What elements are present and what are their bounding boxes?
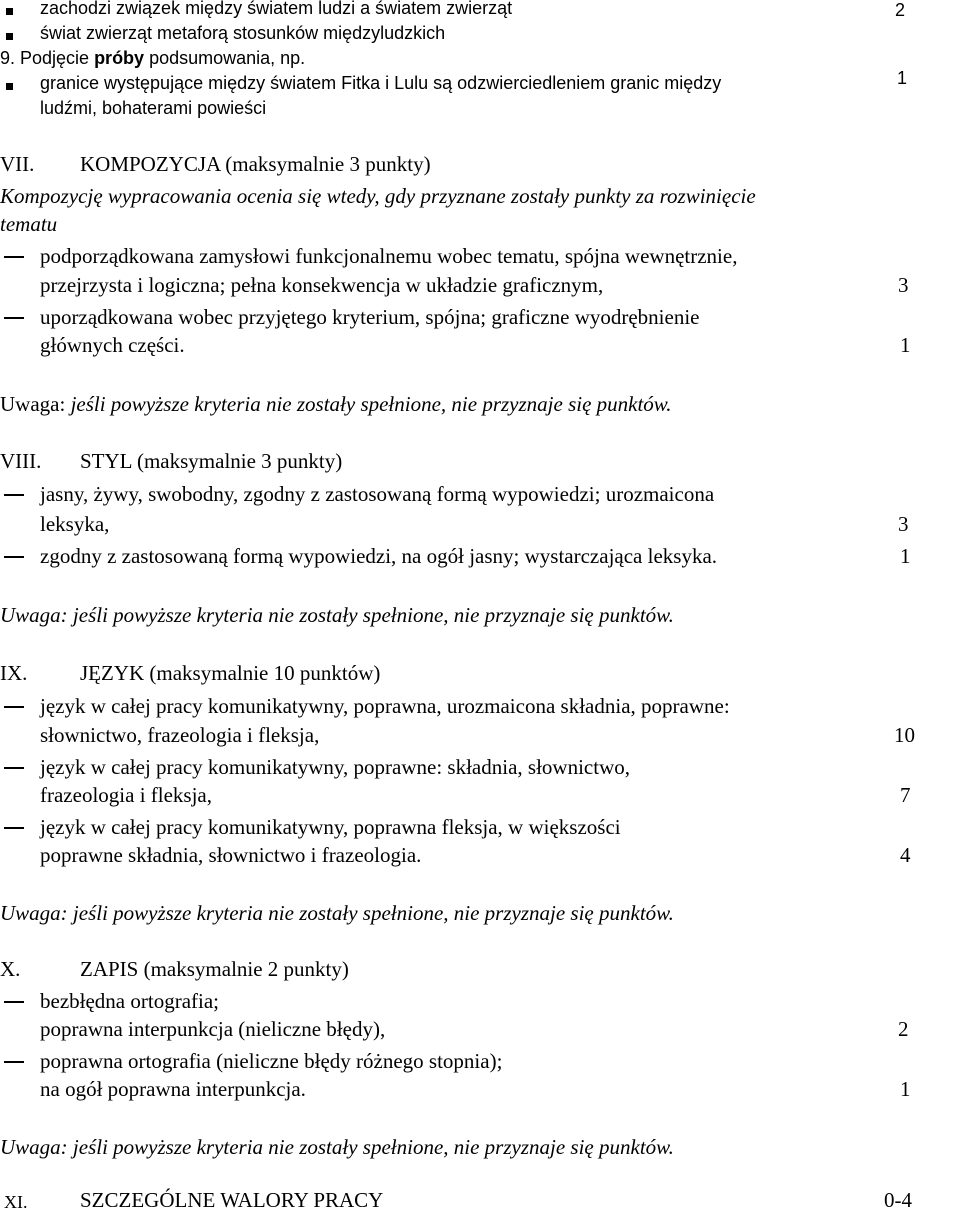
- criterion-text: podporządkowana zamysłowi funkcjonalnemu wobec tematu, spójna wewnętrznie,: [40, 244, 738, 268]
- bullet-icon: [6, 33, 13, 40]
- criterion-text: bezbłędna ortografia;: [40, 989, 219, 1013]
- note: Uwaga: jeśli powyższe kryteria nie zostały spełnione, nie przyznaje się punktów.: [0, 901, 674, 925]
- bullet-icon: [6, 8, 13, 15]
- criterion-text: świat zwierząt metaforą stosunków międzyludzkich: [40, 23, 446, 43]
- section-number: IX.: [0, 661, 28, 685]
- criterion-text: ludźmi, bohaterami powieści: [40, 98, 267, 118]
- dash-icon: [4, 1061, 24, 1063]
- score: 7: [900, 783, 911, 807]
- dash-icon: [4, 256, 24, 258]
- criterion-text: poprawne składnia, słownictwo i frazeologia.: [40, 843, 422, 867]
- dash-icon: [4, 556, 24, 558]
- criterion-text: język w całej pracy komunikatywny, poprawna, urozmaicona składnia, poprawne:: [40, 694, 730, 718]
- criterion-text: przejrzysta i logiczna; pełna konsekwencja w układzie graficznym,: [40, 273, 604, 297]
- criterion-text: frazeologia i fleksja,: [40, 783, 212, 807]
- score: 3: [898, 273, 909, 297]
- criterion-text: na ogół poprawna interpunkcja.: [40, 1077, 306, 1101]
- criterion-text: uporządkowana wobec przyjętego kryterium, spójna; graficzne wyodrębnienie: [40, 305, 700, 329]
- section-title: SZCZEGÓLNE WALORY PRACY: [80, 1188, 384, 1212]
- score: 1: [900, 544, 911, 568]
- note: Uwaga: jeśli powyższe kryteria nie zostały spełnione, nie przyznaje się punktów.: [0, 1135, 674, 1159]
- criterion-text: zgodny z zastosowaną formą wypowiedzi, na ogół jasny; wystarczająca leksyka.: [40, 544, 718, 568]
- note: Uwaga: jeśli powyższe kryteria nie zostały spełnione, nie przyznaje się punktów.: [0, 392, 672, 416]
- dash-icon: [4, 317, 24, 319]
- criterion-text: poprawna ortografia (nieliczne błędy różnego stopnia);: [40, 1049, 503, 1073]
- score: 1: [900, 1077, 911, 1101]
- step-9: 9. Podjęcie próby podsumowania, np.: [0, 48, 306, 68]
- score: 4: [900, 843, 911, 867]
- bullet-icon: [6, 83, 13, 90]
- criterion-text: jasny, żywy, swobodny, zgodny z zastosowaną formą wypowiedzi; urozmaicona: [40, 482, 715, 506]
- dash-icon: [4, 827, 24, 829]
- section-title: STYL (maksymalnie 3 punkty): [80, 449, 343, 473]
- score: 1: [900, 333, 911, 357]
- criterion-text: leksyka,: [40, 512, 110, 536]
- section-intro: tematu: [0, 212, 58, 236]
- note: Uwaga: jeśli powyższe kryteria nie zostały spełnione, nie przyznaje się punktów.: [0, 603, 674, 627]
- section-number: VIII.: [0, 449, 42, 473]
- score: 10: [894, 723, 915, 747]
- dash-icon: [4, 494, 24, 496]
- section-title: ZAPIS (maksymalnie 2 punkty): [80, 957, 349, 981]
- criterion-text: słownictwo, frazeologia i fleksja,: [40, 723, 320, 747]
- criterion-text: język w całej pracy komunikatywny, poprawna fleksja, w większości: [40, 815, 621, 839]
- section-title: JĘZYK (maksymalnie 10 punktów): [80, 661, 381, 685]
- score: 2: [895, 0, 906, 20]
- dash-icon: [4, 706, 24, 708]
- criterion-text: poprawna interpunkcja (nieliczne błędy),: [40, 1017, 386, 1041]
- section-title: KOMPOZYCJA (maksymalnie 3 punkty): [80, 152, 431, 176]
- score: 0-4: [884, 1188, 912, 1212]
- section-number: XI.: [4, 1192, 28, 1212]
- section-number: X.: [0, 957, 21, 981]
- score: 3: [898, 512, 909, 536]
- criterion-text: głównych części.: [40, 333, 185, 357]
- dash-icon: [4, 767, 24, 769]
- criterion-text: język w całej pracy komunikatywny, poprawne: składnia, słownictwo,: [40, 755, 630, 779]
- dash-icon: [4, 1001, 24, 1003]
- section-number: VII.: [0, 152, 35, 176]
- criterion-text: zachodzi związek między światem ludzi a światem zwierząt: [40, 0, 513, 18]
- criterion-text: granice występujące między światem Fitka i Lulu są odzwierciedleniem granic między: [40, 73, 722, 93]
- section-intro: Kompozycję wypracowania ocenia się wtedy, gdy przyznane zostały punkty za rozwinięcie: [0, 184, 756, 208]
- score: 1: [897, 68, 908, 88]
- score: 2: [898, 1017, 909, 1041]
